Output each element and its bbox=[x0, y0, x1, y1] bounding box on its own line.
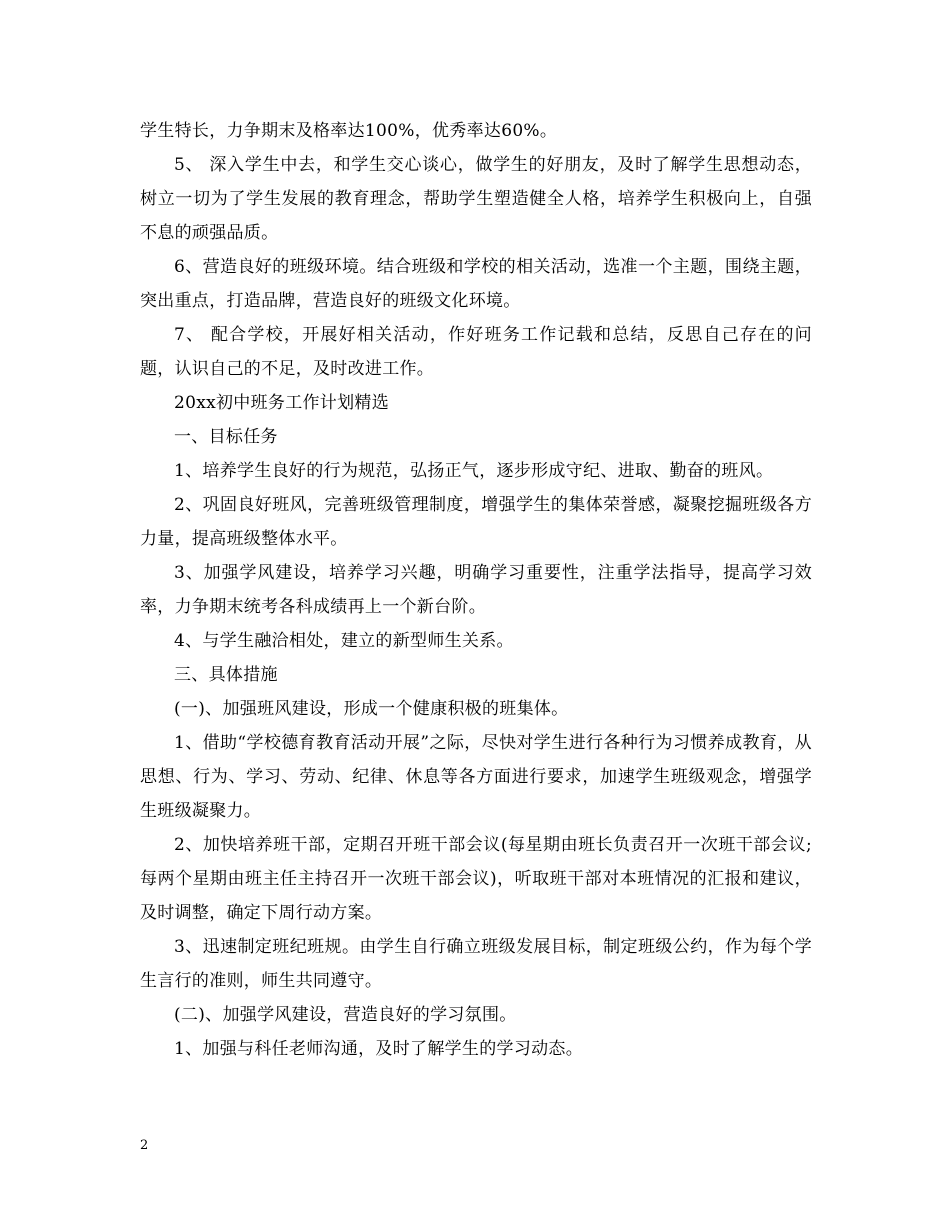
subsection-heading: (一)、加强班风建设，形成一个健康积极的班集体。 bbox=[174, 699, 569, 719]
paragraph: 5、 深入学生中去，和学生交心谈心，做学生的好朋友，及时了解学生思想动态，树立一切为了学生发展的教育理念，帮助学生塑造健全人格，培养学生积极向上，自强不息的顽强品质。 bbox=[140, 155, 812, 243]
document-body bbox=[140, 114, 812, 1066]
paragraph: 3、迅速制定班纪班规。由学生自行确立班级发展目标，制定班级公约，作为每个学生言行的准则，师生共同遵守。 bbox=[140, 937, 812, 991]
section-heading: 三、具体措施 bbox=[174, 665, 278, 685]
paragraph: 7、 配合学校，开展好相关活动，作好班务工作记载和总结，反思自己存在的问题，认识自己的不足，及时改进工作。 bbox=[140, 325, 812, 379]
paragraph: 1、加强与科任老师沟通，及时了解学生的学习动态。 bbox=[174, 1039, 584, 1059]
paragraph: 1、培养学生良好的行为规范，弘扬正气，逐步形成守纪、进取、勤奋的班风。 bbox=[174, 461, 774, 481]
section-title: 20xx初中班务工作计划精选 bbox=[174, 393, 390, 413]
paragraph: 3、加强学风建设，培养学习兴趣，明确学习重要性，注重学法指导，提高学习效率，力争期末统考各科成绩再上一个新台阶。 bbox=[140, 563, 812, 617]
paragraph: 4、与学生融洽相处，建立的新型师生关系。 bbox=[174, 631, 514, 651]
paragraph: 2、巩固良好班风，完善班级管理制度，增强学生的集体荣誉感，凝聚挖掘班级各方力量，提高班级整体水平。 bbox=[140, 495, 812, 549]
paragraph: 6、营造良好的班级环境。结合班级和学校的相关活动，选准一个主题，围绕主题，突出重点，打造品牌，营造良好的班级文化环境。 bbox=[140, 257, 812, 311]
subsection-heading: (二)、加强学风建设，营造良好的学习氛围。 bbox=[174, 1005, 517, 1025]
paragraph: 2、加快培养班干部，定期召开班干部会议(每星期由班长负责召开一次班干部会议;每两个星期由班主任主持召开一次班干部会议)，听取班干部对本班情况的汇报和建议，及时调整，确定下周行动方案。 bbox=[140, 835, 812, 923]
page-number: 2 bbox=[140, 1138, 149, 1153]
paragraph: 1、借助“学校德育教育活动开展”之际，尽快对学生进行各种行为习惯养成教育，从思想、行为、学习、劳动、纪律、休息等各方面进行要求，加速学生班级观念，增强学生班级凝聚力。 bbox=[140, 733, 812, 821]
paragraph: 学生特长，力争期末及格率达100%，优秀率达60%。 bbox=[140, 121, 558, 141]
section-heading: 一、目标任务 bbox=[174, 427, 278, 447]
